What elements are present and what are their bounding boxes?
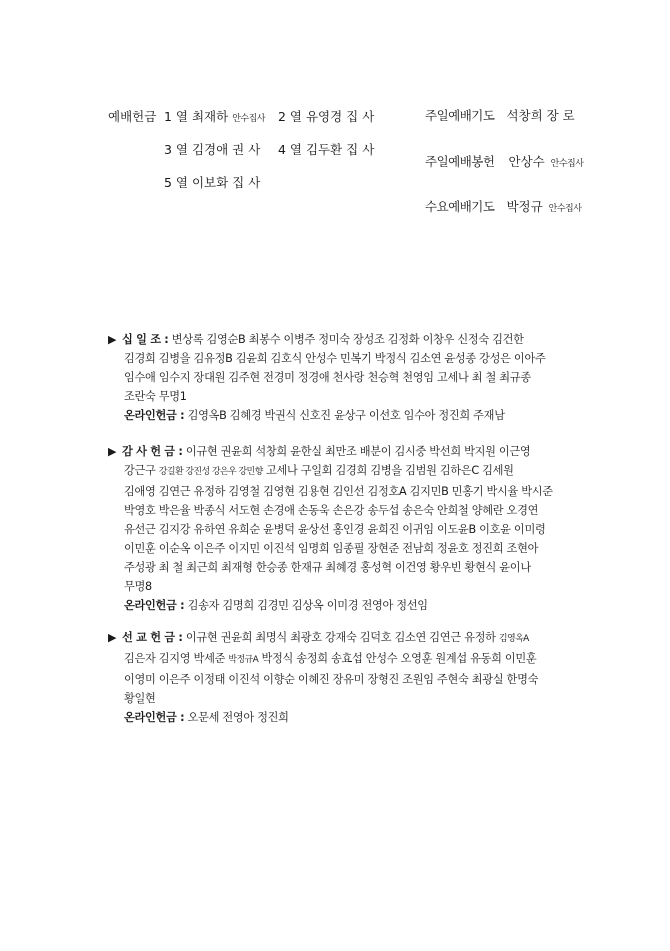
mission-section (108, 628, 578, 727)
sunday-offering-title: 안수집사 (550, 159, 584, 169)
offering-row-1-text: 1 열 최재하 (164, 109, 229, 124)
thanks-names-2b: 고세나 구일회 김경희 김병을 김범원 김하은C 김세원 (265, 464, 514, 477)
wed-prayer-name: 박정규 (506, 199, 543, 214)
thanks-names-2a: 강근구 (124, 464, 156, 477)
sunday-prayer (425, 106, 575, 124)
offering-row-1-title: 안수집사 (232, 114, 265, 124)
offering-row-4: 4 열 김두환 집 사 (278, 142, 375, 157)
mission-names-2b: 박정식 송정희 송효섭 안성수 오영훈 원계섭 유동희 이민훈 (261, 652, 537, 665)
thanks-line-8: 무명8 (124, 580, 152, 593)
tithe-line-2: 김경희 김병을 김유정B 김윤희 김호식 안성수 민복기 박정식 김소연 윤성종 강성은 이아주 (124, 352, 546, 365)
tithe-arrow-icon: ▶ (108, 333, 117, 346)
mission-line-3: 이영미 이은주 이정태 이진석 이향순 이혜진 장유미 장형진 조원임 주현숙 최광실 한명숙 (124, 673, 539, 686)
tithe-line-3: 임수애 임수지 장대원 김주현 전경미 정경애 천사랑 천승혁 천영임 고세나 최 철 최규종 (124, 371, 531, 384)
sunday-offering-label: 주일예배봉헌 (425, 154, 495, 169)
offering-row-5: 5 열 이보화 집 사 (164, 175, 261, 190)
thanks-names-2s: 강길환 강진성 강은우 강민향 (158, 467, 263, 477)
mission-online-names: 오문세 전영아 정진희 (187, 711, 289, 724)
offering-row-2: 2 열 유영경 집 사 (278, 109, 375, 124)
tithe-online (108, 406, 578, 425)
mission-online (108, 708, 578, 727)
mission-line-1 (108, 628, 578, 649)
tithe-online-names: 김영옥B 김혜경 박권식 신호진 윤상구 이선호 임수아 정진희 주재남 (187, 409, 505, 422)
wed-prayer-label: 수요예배기도 (425, 199, 495, 214)
sunday-offering-name: 안상수 (508, 154, 545, 169)
tithe-section (108, 330, 578, 425)
thanks-line-1 (108, 442, 578, 461)
wed-prayer (425, 197, 581, 215)
mission-label: 선 교 헌 금 : (122, 631, 183, 644)
sunday-prayer-name: 석창희 장 로 (506, 108, 575, 123)
tithe-label: 십 일 조 : (122, 333, 169, 346)
thanks-label: 감 사 헌 금 : (122, 445, 183, 458)
thanks-line-7: 주성광 최 철 최근희 최재형 한승종 한재규 최혜경 홍성혁 이건영 황우빈 황현식 윤이나 (124, 561, 531, 574)
sunday-offering (425, 152, 583, 170)
tithe-names-1: 변상록 김영순B 최봉수 이병주 정미숙 장성조 김정화 이창우 신정숙 김건한 (171, 333, 524, 346)
thanks-arrow-icon: ▶ (108, 445, 117, 458)
thanks-section (108, 442, 578, 615)
thanks-online (108, 596, 578, 615)
tithe-online-label: 온라인헌금 : (124, 409, 185, 422)
thanks-names-1: 이규현 권윤희 석창희 윤한실 최만조 배분이 김시중 박선희 박지원 이근영 (185, 445, 531, 458)
mission-names-2a: 김은자 김지영 박세준 (124, 652, 226, 665)
mission-names-1s: 김영옥A (498, 634, 529, 644)
thanks-line-5: 유선근 김지강 유하연 유희순 윤병덕 윤상선 홍인경 윤희진 이귀임 이도윤B 이호윤 이미령 (124, 523, 546, 536)
thanks-online-names: 김송자 김명희 김경민 김상옥 이미경 전영아 정선임 (187, 599, 428, 612)
offering-row-1 (164, 107, 265, 125)
mission-line-4: 황일현 (124, 692, 156, 705)
mission-names-2s: 박정규A (228, 655, 259, 665)
mission-line-2 (108, 649, 578, 670)
mission-arrow-icon: ▶ (108, 631, 117, 644)
mission-online-label: 온라인헌금 : (124, 711, 185, 724)
thanks-line-3: 김애영 김연근 유정하 김영철 김영현 김용현 김인선 김정호A 김지민B 민홍기 박시율 박시준 (124, 485, 553, 498)
thanks-line-4: 박영호 박은율 박종식 서도현 손경애 손동욱 손은강 송두섭 송은숙 안희철 양혜란 오경연 (124, 504, 539, 517)
wed-prayer-title: 안수집사 (548, 204, 582, 214)
sunday-prayer-label: 주일예배기도 (425, 108, 495, 123)
tithe-line-4: 조란숙 무명1 (124, 390, 187, 403)
thanks-line-6: 이민훈 이순옥 이은주 이지민 이진석 임명희 임종필 장현준 전남희 정윤호 정진희 조현아 (124, 542, 539, 555)
tithe-line-1 (108, 330, 578, 349)
thanks-line-2 (108, 461, 578, 482)
offering-row-3: 3 열 김경애 권 사 (164, 142, 261, 157)
mission-names-1a: 이규현 권윤희 최명식 최광호 강재숙 김덕호 김소연 김연근 유정하 (185, 631, 496, 644)
offering-label: 예배헌금 (108, 109, 157, 124)
thanks-online-label: 온라인헌금 : (124, 599, 185, 612)
